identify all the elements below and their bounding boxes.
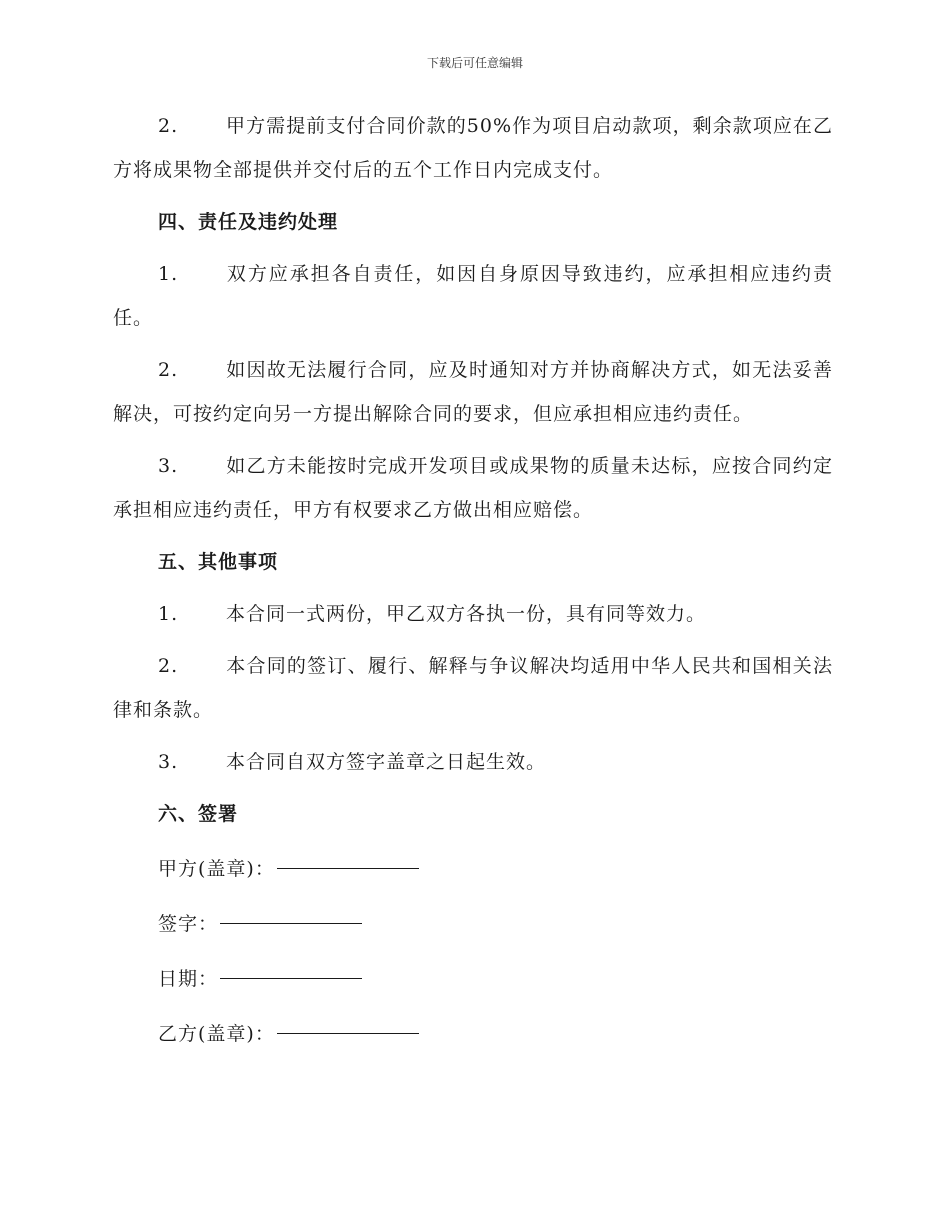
signature-label: 乙方(盖章)： — [158, 1023, 275, 1045]
clause-text: 双方应承担各自责任，如因自身原因导致违约，应承担相应违约责任。 — [113, 263, 833, 329]
section-title-other: 五、其他事项 — [158, 551, 279, 573]
section-title-liability: 四、责任及违约处理 — [158, 211, 339, 233]
signature-line[interactable] — [220, 948, 362, 979]
clause-number: 3. — [158, 751, 179, 773]
signature-line[interactable] — [277, 838, 419, 869]
signature-party-a-seal — [113, 844, 833, 891]
signature-signer — [113, 899, 833, 946]
signature-date — [113, 954, 833, 1001]
clause-number: 1. — [158, 263, 179, 285]
clause-text: 甲方需提前支付合同价款的50%作为项目启动款项，剩余款项应在乙方将成果物全部提供并交付后的五个工作日内完成支付。 — [113, 115, 833, 181]
signature-label: 日期： — [158, 968, 219, 990]
signature-line[interactable] — [220, 893, 362, 924]
clause-number: 2. — [158, 115, 179, 137]
signature-label: 签字： — [158, 913, 219, 935]
signature-line[interactable] — [277, 1003, 419, 1034]
header-note: 下载后可任意编辑 — [426, 56, 523, 70]
liability-clause-2 — [113, 348, 833, 436]
clause-number: 2. — [158, 359, 179, 381]
clause-text: 如因故无法履行合同，应及时通知对方并协商解决方式，如无法妥善解决，可按约定向另一方提出解除合同的要求，但应承担相应违约责任。 — [113, 359, 833, 425]
clause-number: 3. — [158, 455, 179, 477]
section-title-signing: 六、签署 — [158, 803, 239, 825]
clause-number: 2. — [158, 655, 179, 677]
clause-text: 如乙方未能按时完成开发项目或成果物的质量未达标，应按合同约定承担相应违约责任，甲方有权要求乙方做出相应赔偿。 — [113, 455, 833, 521]
clause-text: 本合同自双方签字盖章之日起生效。 — [226, 751, 547, 773]
other-clause-3 — [113, 740, 833, 784]
document-body — [113, 104, 833, 1064]
signature-label: 甲方(盖章)： — [158, 858, 275, 880]
liability-clause-1 — [113, 252, 833, 340]
other-clause-2 — [113, 644, 833, 732]
clause-text: 本合同一式两份，甲乙双方各执一份，具有同等效力。 — [226, 603, 707, 625]
clause-number: 1. — [158, 603, 179, 625]
other-clause-1 — [113, 592, 833, 636]
signature-party-b-seal — [113, 1009, 833, 1056]
clause-text: 本合同的签订、履行、解释与争议解决均适用中华人民共和国相关法律和条款。 — [113, 655, 833, 721]
payment-clause-2 — [113, 104, 833, 192]
liability-clause-3 — [113, 444, 833, 532]
